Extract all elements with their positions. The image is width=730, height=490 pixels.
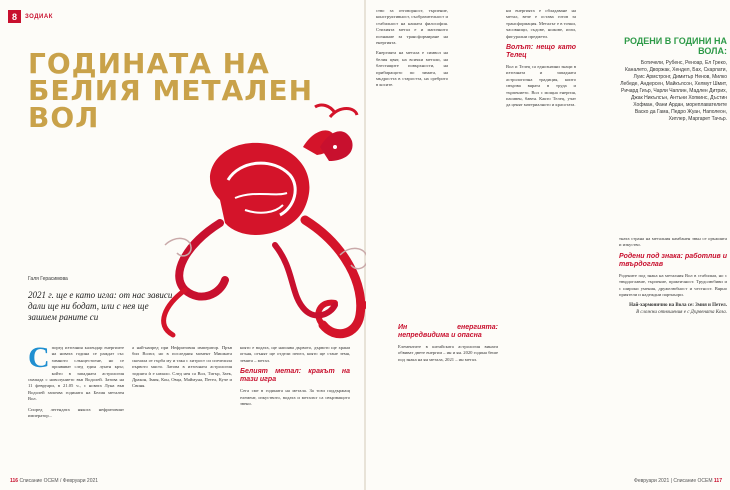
left-col1-text: поред източния календар енергиите на новата година се раждат със зимното слънцестоене, но се проявяват след един лунен кръг, който в западната астрология съвпада с новолунието във Водолей. Затова на 11 февруари, в 21.05 ч., с новата Луна във Водолей започва годината на Белия метален Вол.	[28, 345, 124, 402]
right-column-3	[619, 236, 727, 316]
left-col1-text2: Според легендата някога нефритовият император...	[28, 406, 124, 419]
subhead-born-under-sign: Родени под знака: работлив и твърдоглав	[619, 252, 727, 268]
subhead-yin-energy: Ин енергията: непредвидима и опасна	[398, 324, 498, 339]
author-byline: Галя Герасимова	[28, 276, 68, 282]
folio-right-date: Февруари 2021	[634, 478, 670, 484]
born-in-year-box	[619, 36, 727, 123]
page-number-right: 117	[713, 478, 722, 484]
page-number-left: 116	[10, 478, 19, 484]
section-badge	[8, 10, 53, 23]
section-number: 8	[8, 10, 21, 23]
drop-cap: С	[28, 341, 50, 374]
folio-left-date: Февруари 2021	[62, 478, 99, 484]
intro-lede: 2021 г. ще е като игла: от нас зависи дали ще ни бодат, или с нея ще зашием раните си	[28, 290, 173, 322]
folio-right-mag: Списание ОСЕМ	[673, 478, 713, 484]
right-col3-text: тната страна на металния камбанен звън се оръжията и изкуство.	[619, 236, 727, 248]
headline-line-2: БЕЛИЯ МЕТАЛЕН	[28, 74, 314, 107]
right-column-1	[376, 8, 448, 89]
headline-line-3: ВОЛ	[28, 101, 100, 134]
born-list: Ботичели, Рубенс, Реноар, Ел Греко, Каналето, Дворжак, Хендел, Бах, Скарлати, Луис Армстронг, Димитър Ненов, Милко Лебеде, Андерсен, Майкълсон, Хелмут Шмит, Ричард Гиър, Чарли Чаплин, Мадлен Дитрих, Джак Никълсън, Антъни Хопкинс, Дъстин Хофман, Фани Ардан, мореплавателите Васко да Гама, Педро Жуан, Наполеон, Хитлер, Маргарет Тачър.	[620, 60, 727, 122]
folio-right: Февруари 2021 | Списание ОСЕМ 117	[634, 478, 722, 484]
compatibility-quote	[619, 302, 727, 316]
left-col3-text: която е водата, ще напоява дървото, дървото ще храни огъня, огънят ще отдели пепел, която ще стане земя, земята – метал.	[240, 345, 350, 363]
subhead-white-metal: Белият метал: кракът на тази игра	[240, 368, 350, 384]
right-col1-text: ство за отговорност, търпение, конструктивност, съобразителност и стабилност на нашата философия. Стихията метал е и магичното познание за трансформиране на енергията.	[376, 8, 448, 46]
right-column-lower	[398, 320, 498, 363]
right-column-2	[506, 8, 576, 109]
left-col2-text: а най-напред при Нефритовия император. Пръв бил Волът, но в последния момент Мишката скочила от гърба му и така с хитрост си спечелила първото място. Затова в източната астрология зодията ѝ е начало. След нея са Вол, Тигър, Заек, Дракон, Змия, Кон, Овца, Маймуна, Петел, Куче и Свиня.	[132, 345, 232, 389]
quote-intro: Най-хармонично на Вола се: Змия и Петел.	[629, 303, 727, 309]
quote-text: В сложни отношения е с Дървената Коза.	[636, 310, 727, 316]
right-col2-text: ни енергията е обладаване на метал, вече е остава готов за трансформация. Металът е в точки, часовници, съдове, ножове, игли, фигурални предмети.	[506, 8, 576, 39]
folio-left: 116 Списание ОСЕМ / Февруари 2021	[10, 478, 99, 484]
folio-left-mag: Списание ОСЕМ	[19, 478, 59, 484]
right-col3-text2: Родените под знака на металния Вол в стабилни, но с твърдоглавие, търпение, практичност. Трудолюбиви и с широки умения, дружелюбност и честност. Вярно приятели и надеждни партньори.	[619, 272, 727, 298]
left-col3-text2: Сега сме в годината на метала. За този поддържащ елемент, изкуството, водата и металът са свързващото звено.	[240, 388, 350, 407]
right-page	[366, 0, 730, 490]
right-col1-text2: Енергията на метала е символ на белия цвят, на всички метали, на блестящите повърхности, на прибиращото по зимата, на мъдростта в старостта, на среброто в косите.	[376, 50, 448, 88]
left-column-1	[28, 341, 124, 419]
born-title: РОДЕНИ В ГОДИНИ НА ВОЛА:	[624, 36, 727, 56]
headline-line-1: ГОДИНАТА НА	[28, 47, 270, 80]
subhead-ox-taurus: Волът: нещо като Телец	[506, 44, 576, 60]
section-label: ЗОДИАК	[25, 13, 53, 20]
right-col2-text2: Вол и Телец са еднозначни знаци в източната и западната астрологична традиция, които свързва вярата в труда и търпението. Вол с мощна енергия, пасивен, бавен. Както Телец, учат да ценят материалното и красотата.	[506, 64, 576, 108]
right-col-lower-text: Елементите в китайската астрология винаги обвиват двете енергии – ин и ян. 2020 година беше под знака на ян метала, 2021 – ин метал.	[398, 344, 498, 362]
